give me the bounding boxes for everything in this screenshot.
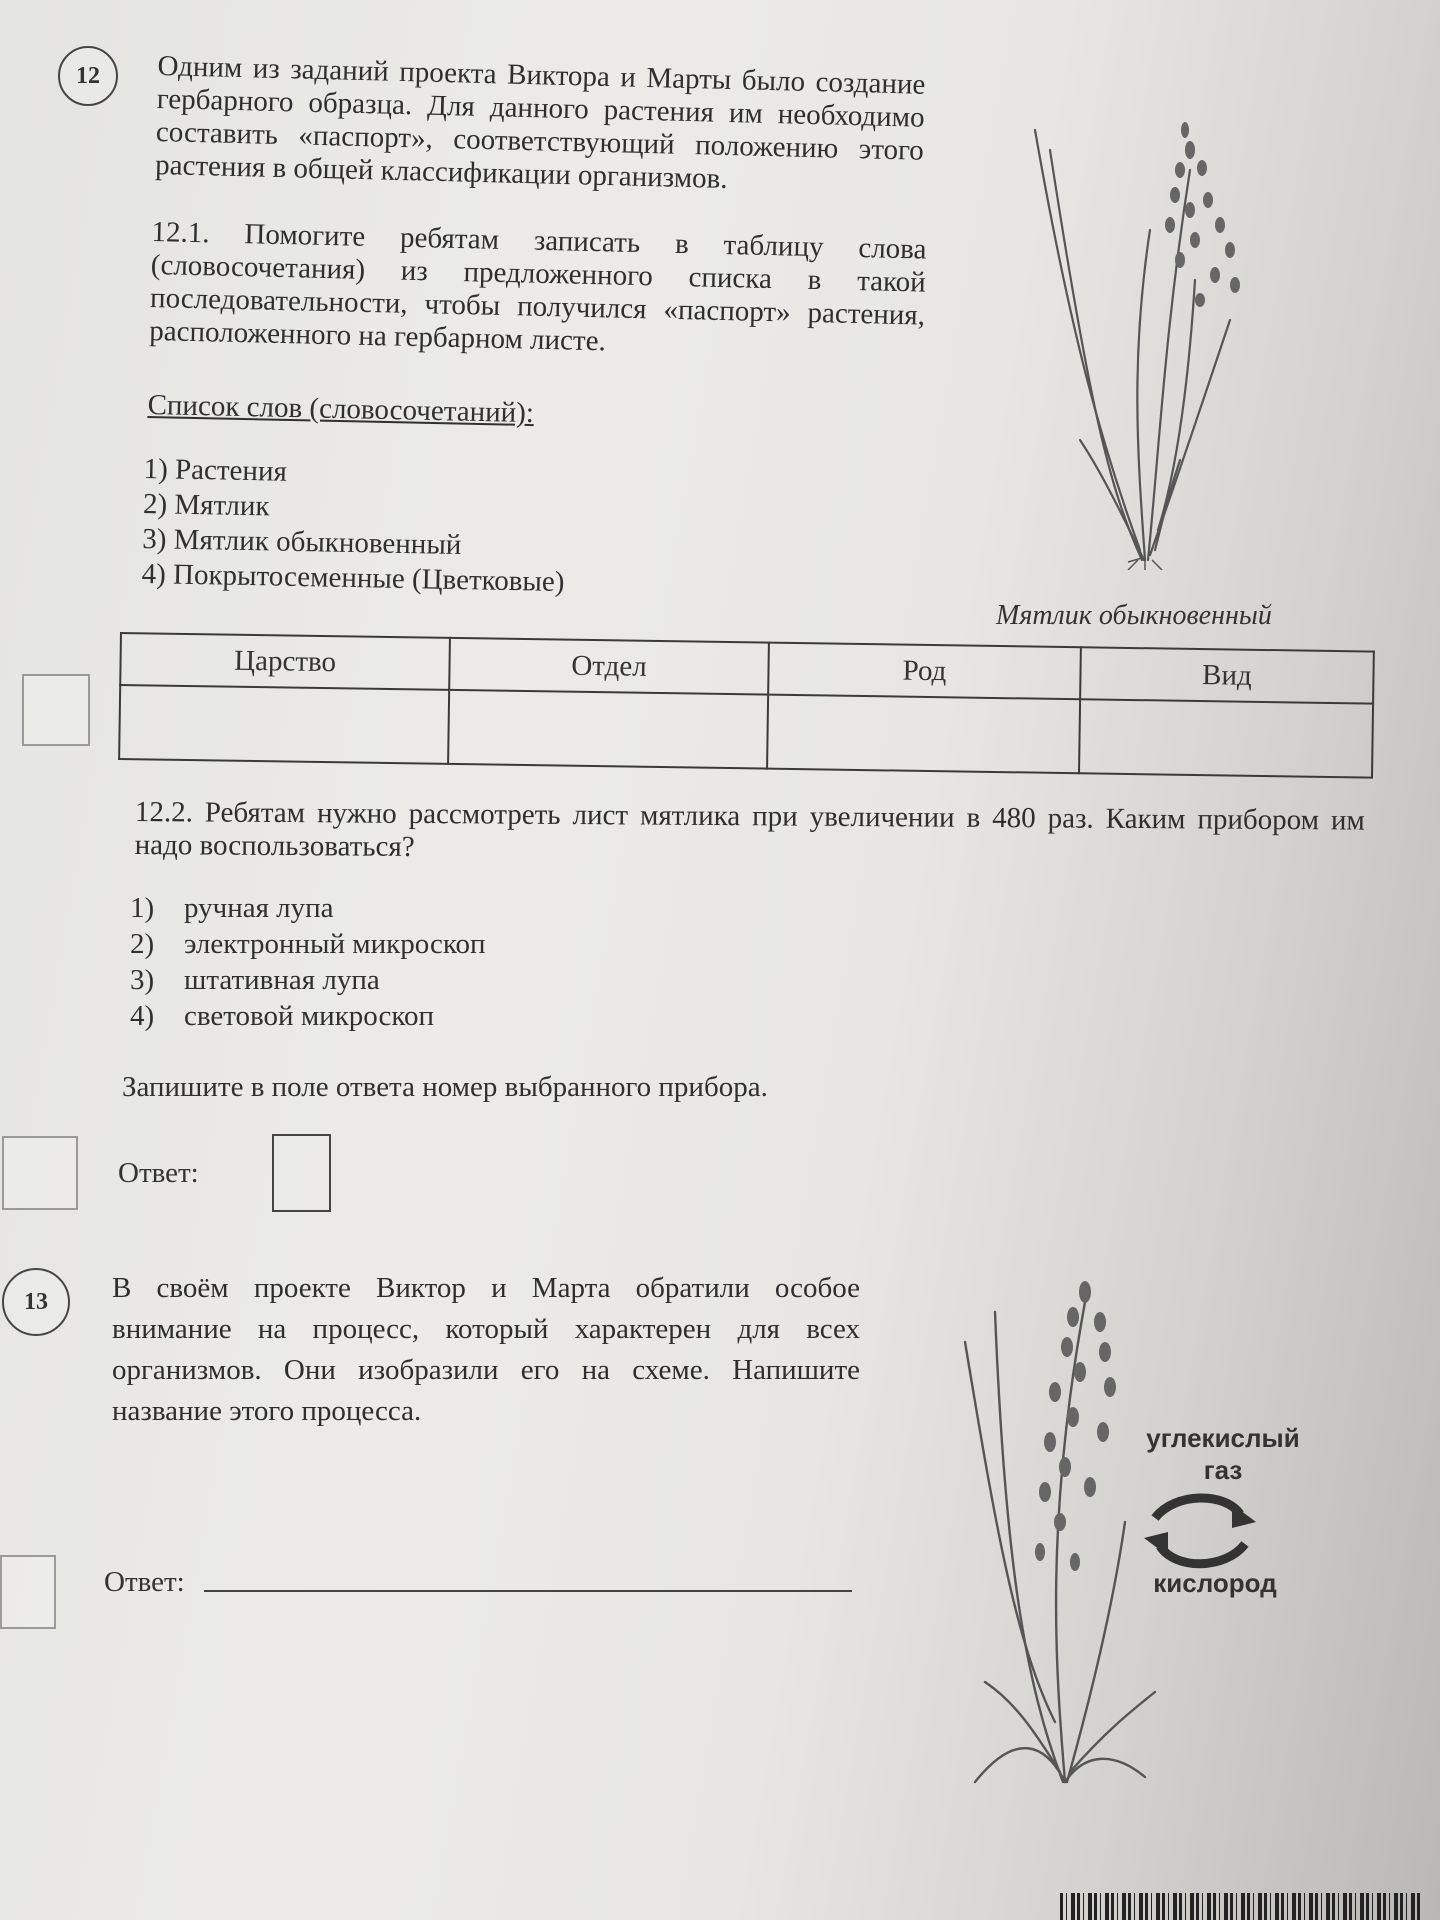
- q12-task1: 12.1. Помогите ребятам записать в таблицу слова (словосочетания) из предложенного списка в такой последовательности, чтобы получился «паспорт» растения, расположенного на гербарном листе.: [149, 216, 927, 358]
- cycle-arrows-icon: [1140, 1484, 1260, 1576]
- word-list: [141, 452, 567, 600]
- answer-cell-division[interactable]: [448, 690, 768, 769]
- score-box-13: [0, 1555, 56, 1629]
- barcode: [1060, 1893, 1420, 1920]
- table-header-genus: Род: [768, 643, 1081, 700]
- q12-instruction: Запишите в поле ответа номер выбранного прибора.: [122, 1071, 768, 1103]
- answer-cell-genus[interactable]: [767, 695, 1080, 774]
- q12-answer-label: Ответ:: [118, 1157, 199, 1189]
- question-number-12: 12: [58, 46, 118, 106]
- instrument-options: [130, 890, 485, 1034]
- bluegrass-illustration: [1030, 110, 1260, 570]
- q12-task2: 12.2. Ребятам нужно рассмотреть лист мятлика при увеличении в 480 раз. Каким прибором им надо воспользоваться?: [134, 796, 1365, 863]
- image-caption: Мятлик обыкновенный: [996, 600, 1272, 631]
- table-header-division: Отдел: [449, 638, 769, 695]
- o2-label: кислород: [1153, 1568, 1277, 1598]
- co2-label: углекислый газ: [1146, 1423, 1300, 1485]
- q12-answer-box[interactable]: [272, 1134, 331, 1212]
- option-4: 4) световой микроскоп: [130, 1000, 435, 1032]
- word-item-2: 2) Мятлик: [142, 487, 270, 523]
- option-1: 1) ручная лупа: [130, 892, 334, 924]
- answer-cell-species[interactable]: [1079, 699, 1373, 777]
- score-box-12-2: [2, 1136, 78, 1210]
- passport-table: [118, 632, 1375, 779]
- word-list-title: Список слов (словосочетаний):: [147, 388, 535, 430]
- word-item-4: 4) Покрытосеменные (Цветковые): [141, 557, 565, 599]
- word-item-3: 3) Мятлик обыкновенный: [142, 522, 462, 562]
- q13-text: В своём проекте Виктор и Марта обратили особое внимание на процесс, который характерен для всех организмов. Они изобразили его на схеме. Напишите название этого процесса.: [112, 1272, 860, 1427]
- answer-cell-kingdom[interactable]: [119, 685, 449, 764]
- word-item-1: 1) Растения: [143, 452, 288, 488]
- q12-intro: Одним из заданий проекта Виктора и Марты было создание гербарного образца. Для данного растения им необходимо составить «паспорт», соответствующий положению этого растения в общей классификации организмов.: [154, 50, 926, 195]
- table-header-kingdom: Царство: [120, 633, 450, 690]
- question-number-13: 13: [2, 1268, 70, 1336]
- q13-answer-label: Ответ:: [104, 1566, 185, 1598]
- q13-answer-line[interactable]: [204, 1564, 852, 1592]
- option-3: 3) штативная лупа: [130, 964, 380, 996]
- score-box-12-1: [22, 674, 90, 746]
- option-2: 2) электронный микроскоп: [130, 928, 486, 960]
- table-header-species: Вид: [1080, 647, 1374, 703]
